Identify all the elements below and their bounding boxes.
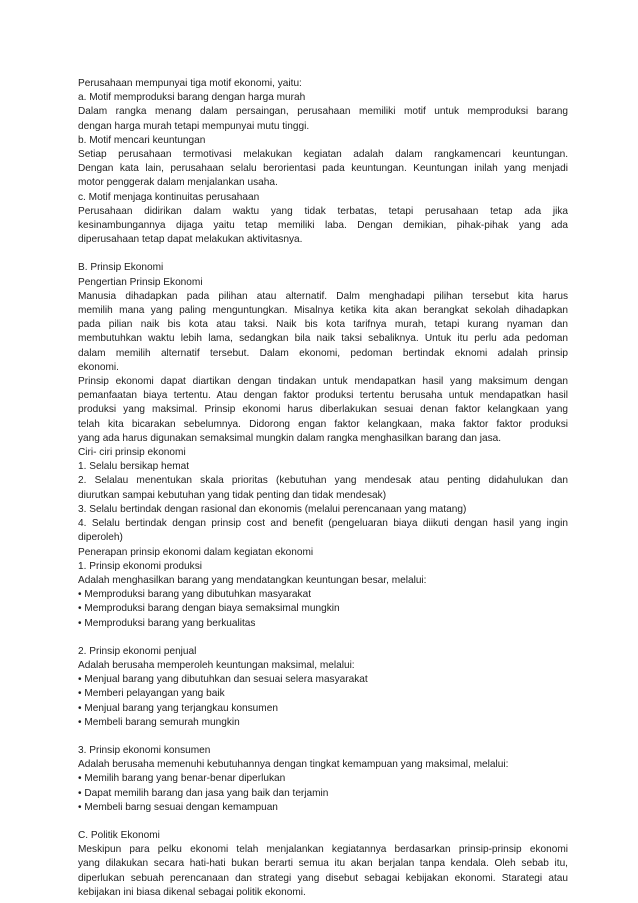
text-line: motor penggerak dalam menjalankan usaha.	[78, 177, 278, 189]
text-block	[78, 801, 568, 815]
text-line: yang dilakukan secara hati-hati bukan berarti semua itu akan berjalan tanpa kendala. Oleh sebab itu,	[78, 858, 568, 870]
text-block	[78, 772, 568, 786]
paragraph-gap	[78, 631, 568, 645]
text-line: diperoleh)	[78, 532, 123, 544]
text-block	[78, 843, 568, 900]
text-line: 1. Prinsip ekonomi produksi	[78, 560, 202, 572]
text-line: Adalah berusaha memenuhi kebutuhannya dengan tingkat kemampuan yang maksimal, melalui:	[78, 759, 509, 771]
text-line: produksi yang maksimal. Prinsip ekonomi harus diberlakukan sesuai denan faktor kelangkaan yang	[78, 404, 568, 416]
text-block	[78, 276, 568, 290]
text-block	[78, 460, 568, 474]
text-line: Manusia dihadapkan pada pilihan atau alternatif. Dalm menghadapi pilihan tersebut kita harus	[78, 290, 568, 302]
text-line: • Dapat memilih barang dan jasa yang baik dan terjamin	[78, 787, 329, 799]
text-line: 3. Prinsip ekonomi konsumen	[78, 744, 211, 756]
text-block	[78, 134, 568, 148]
text-block	[78, 560, 568, 574]
text-line: Perusahaan didirikan dalam waktu yang tidak terbatas, tetapi perusahaan tetap ada jika	[78, 205, 568, 217]
text-line: Dalam rangka menang dalam persaingan, perusahaan memiliki motif untuk memproduksi barang	[78, 106, 568, 118]
paragraph-gap	[78, 815, 568, 829]
text-block	[78, 659, 568, 673]
text-block	[78, 687, 568, 701]
paragraph-gap	[78, 247, 568, 261]
text-block	[78, 446, 568, 460]
text-line: pada pilian naik bis kota atau taksi. Naik bis kota tarifnya murah, tetapi kurang nyaman dan	[78, 319, 568, 331]
text-line: dengan harga murah tetapi mempunyai mutu tinggi.	[78, 120, 310, 132]
text-block	[78, 787, 568, 801]
text-line: Meskipun para pelku ekonomi telah menjalankan kegiatannya berdasarkan prinsip-prinsip ekonomi	[78, 844, 568, 856]
text-block	[78, 702, 568, 716]
text-line: diurutkan sampai kebutuhan yang tidak penting dan tidak mendesak)	[78, 489, 387, 501]
text-line: • Memilih barang yang benar-benar diperlukan	[78, 773, 286, 785]
text-line: a. Motif memproduksi barang dengan harga murah	[78, 92, 306, 104]
text-line: Setiap perusahaan termotivasi melakukan kegiatan adalah dalam rangkamencari keuntungan.	[78, 149, 568, 161]
text-line: • Menjual barang yang dibutuhkan dan sesuai selera masyarakat	[78, 674, 368, 686]
text-line: Adalah menghasilkan barang yang mendatangkan keuntungan besar, melalui:	[78, 574, 427, 586]
text-line: kebijakan ini biasa dikenal sebagai politik ekonomi.	[78, 886, 306, 898]
text-block	[78, 77, 568, 91]
text-line: 1. Selalu bersikap hemat	[78, 461, 190, 473]
text-block	[78, 517, 568, 545]
text-block	[78, 205, 568, 248]
text-block	[78, 546, 568, 560]
text-block	[78, 375, 568, 446]
text-line: • Memproduksi barang yang dibutuhkan masyarakat	[78, 589, 312, 601]
text-line: diperusahaan tetap dapat melakukan aktivitasnya.	[78, 234, 303, 246]
text-line: Perusahaan mempunyai tiga motif ekonomi, yaitu:	[78, 78, 302, 89]
text-line: Prinsip ekonomi dapat diartikan dengan tindakan untuk mendapatkan hasil yang maksimum dengan	[78, 376, 568, 388]
text-line: • Menjual barang yang terjangkau konsumen	[78, 702, 278, 714]
text-line: Ciri- ciri prinsip ekonomi	[78, 447, 186, 459]
text-block	[78, 617, 568, 631]
text-block	[78, 474, 568, 502]
text-line: • Memberi pelayangan yang baik	[78, 688, 225, 700]
text-line: b. Motif mencari keuntungan	[78, 134, 206, 146]
text-line: • Memproduksi barang yang berkualitas	[78, 617, 256, 629]
text-block	[78, 588, 568, 602]
text-line: membutuhkan waktu lebih lama, sedangkan bila naik taksi sebaliknya. Untuk itu perlu ada pedoman	[78, 333, 568, 345]
text-line: 2. Selalau menentukan skala prioritas (kebutuhan yang mendesak atau penting didahulukan dan	[78, 475, 568, 487]
text-line: B. Prinsip Ekonomi	[78, 262, 164, 274]
text-block	[78, 645, 568, 659]
text-line: kesinambungannya dijaga yaitu tetap memiliki laba. Dengan demikian, pihak-pihak yang ada	[78, 220, 568, 232]
text-block	[78, 673, 568, 687]
text-line: Pengertian Prinsip Ekonomi	[78, 276, 203, 288]
text-block	[78, 148, 568, 191]
text-line: • Membeli barang semurah mungkin	[78, 716, 240, 728]
text-block	[78, 758, 568, 772]
text-line: Dengan kata lain, perusahaan selalu berorientasi pada keuntungan. Keuntungan inilah yang menjadi	[78, 163, 568, 175]
text-line: dalam memilih alternatif tersebut. Dalam ekonomi, pedoman bertindak eknomi adalah prinsip	[78, 347, 568, 359]
text-line: c. Motif menjaga kontinuitas perusahaan	[78, 191, 260, 203]
text-block	[78, 744, 568, 758]
text-block	[78, 191, 568, 205]
text-block	[78, 602, 568, 616]
document-page	[78, 77, 568, 900]
text-block	[78, 503, 568, 517]
text-block	[78, 574, 568, 588]
paragraph-gap	[78, 730, 568, 744]
text-line: pemanfaatan biaya tertentu. Atau dengan faktor produksi tertentu berusaha untuk mendapatkan hasil	[78, 390, 568, 402]
text-line: diperlukan sebuah perencanaan dan strategi yang disebut sebagai kebijakan ekonomi. Starategi atau	[78, 872, 568, 884]
text-line: memilih mana yang paling menguntungkan. Misalnya ketika kita akan berangkat sekolah dihadapkan	[78, 305, 568, 317]
text-line: 2. Prinsip ekonomi penjual	[78, 645, 197, 657]
text-line: C. Politik Ekonomi	[78, 829, 160, 841]
text-line: ekonomi.	[78, 361, 119, 373]
text-line: Penerapan prinsip ekonomi dalam kegiatan ekonomi	[78, 546, 314, 558]
text-block	[78, 261, 568, 275]
text-block	[78, 290, 568, 375]
text-line: 3. Selalu bertindak dengan rasional dan ekonomis (melalui perencanaan yang matang)	[78, 503, 467, 515]
text-block	[78, 91, 568, 105]
text-line: yang ada harus digunakan semaksimal mungkin dalam rangka menghasilkan barang dan jasa.	[78, 432, 502, 444]
text-line: • Memproduksi barang dengan biaya semaksimal mungkin	[78, 603, 340, 615]
text-line: 4. Selalu bertindak dengan prinsip cost and benefit (pengeluaran biaya diikuti dengan hasil yang ingin	[78, 518, 568, 530]
text-line: telah kita bicarakan sebelumnya. Didorong engan faktor kelangkaan, maka faktor faktor produksi	[78, 418, 568, 430]
text-block	[78, 829, 568, 843]
text-line: Adalah berusaha memperoleh keuntungan maksimal, melalui:	[78, 659, 355, 671]
text-block	[78, 105, 568, 133]
text-line: • Membeli barng sesuai dengan kemampuan	[78, 801, 278, 813]
text-block	[78, 716, 568, 730]
